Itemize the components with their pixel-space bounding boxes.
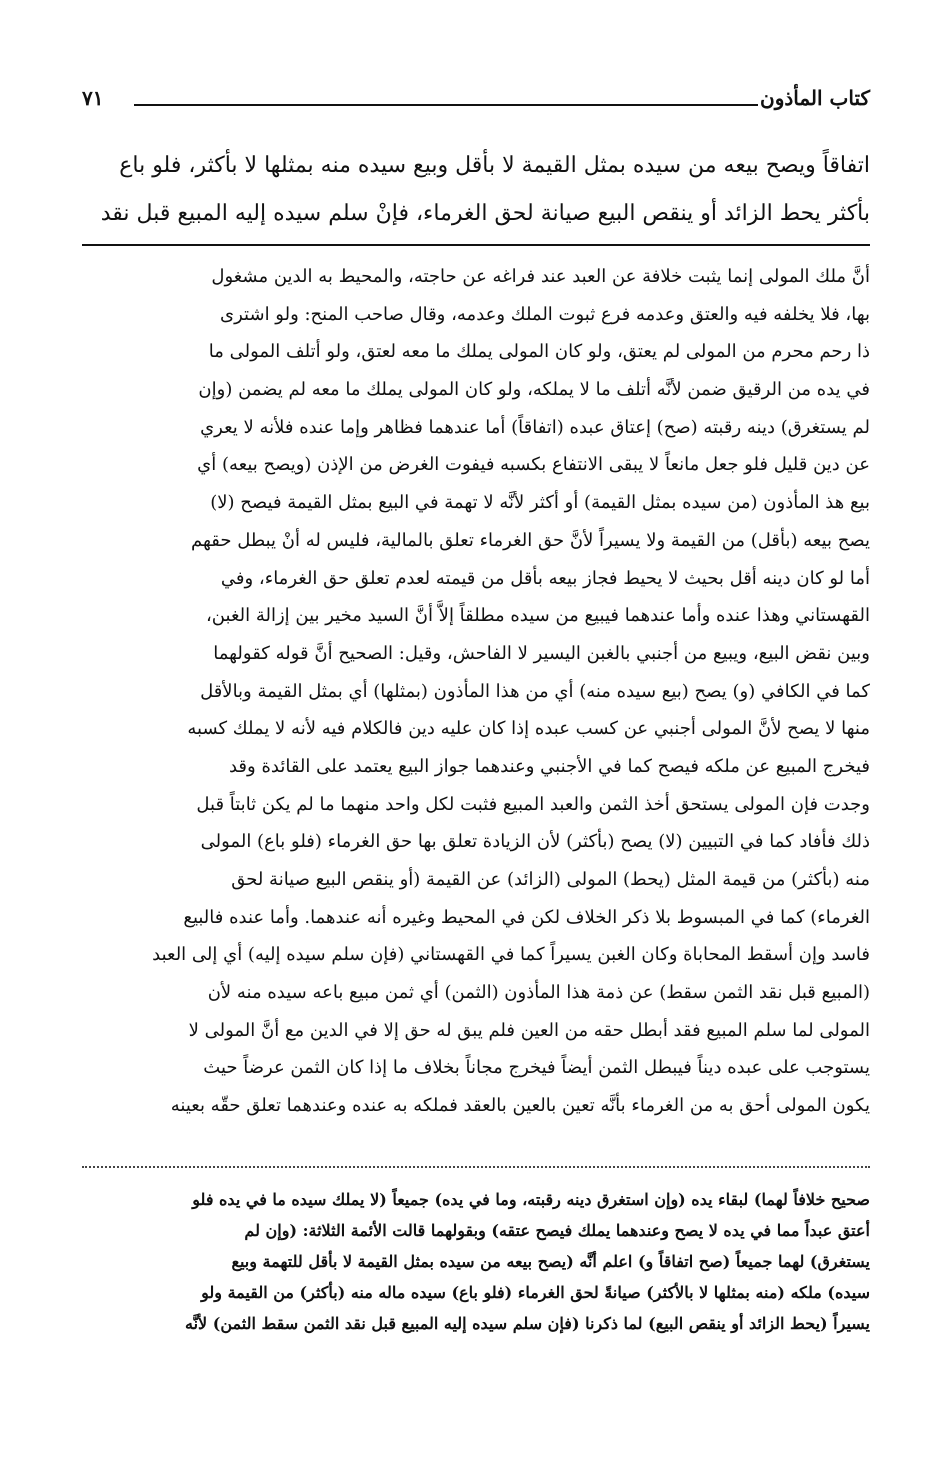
commentary-line: وبين نقض البيع، ويبيع من أجنبي بالغبن اليسير لا الفاحش، وقيل: الصحيح أنَّ قوله كقولهما bbox=[213, 642, 870, 664]
commentary-line: يصح بيعه (بأقل) من القيمة ولا يسيراً لأنَّ حق الغرماء تعلق بالمالية، فليس له أنْ يبطل حقهم bbox=[190, 529, 870, 551]
commentary-line: بيع هذ المأذون (من سيده بمثل القيمة) أو أكثر لأنَّه لا تهمة في البيع بمثل القيمة فيصح (لا) bbox=[210, 492, 870, 514]
commentary-line: المولى لما سلم المبيع فقد أبطل حقه من العين فلم يبق له حق إلا في الدين مع أنَّ المولى لا bbox=[188, 1019, 870, 1041]
commentary bbox=[82, 258, 870, 1125]
book-section-title: كتاب المأذون bbox=[760, 86, 870, 110]
main-text bbox=[82, 142, 870, 238]
header-rule bbox=[134, 104, 758, 106]
running-header bbox=[82, 82, 870, 122]
commentary-line: فاسد وإن أسقط المحاباة وكان الغبن يسيراً كما في القهستاني (فإن سلم سيده إليه) أي إلى العبد bbox=[152, 944, 870, 966]
main-text-line: بأكثر يحط الزائد أو ينقص البيع صيانة لحق الغرماء، فإنْ سلم سيده إليه المبيع قبل نقد bbox=[100, 201, 870, 226]
footnote-line: يسيراً (يحط الزائد أو ينقص البيع) لما ذكرنا (فإن سلم سيده إليه المبيع قبل نقد الثمن سقط الثمن) لأنَّه bbox=[185, 1314, 870, 1333]
page-number: ٧١ bbox=[82, 86, 104, 110]
commentary-line: عن دين قليل فلو جعل مانعاً لا يبقى الانتفاع بكسبه فيفوت الغرض من الإذن (ويصح بيعه) أي bbox=[197, 454, 870, 476]
commentary-line: في يده من الرقيق ضمن لأنَّه أتلف ما لا يملكه، ولو كان المولى يملك ما معه لم يضمن (وإن bbox=[198, 379, 870, 401]
commentary-line: منه (بأكثر) من قيمة المثل (يحط) المولى (الزائد) عن القيمة (أو ينقص البيع صيانة لحق bbox=[231, 869, 870, 890]
main-text-line: اتفاقاً ويصح بيعه من سيده بمثل القيمة لا بأقل وبيع سيده منه بمثلها لا بأكثر، فلو باع bbox=[119, 153, 870, 178]
footnote-line: صحيح خلافاً لهما) لبقاء يده (وإن استغرق دينه رقبته، وما في يده) جميعاً (لا يملك سيده ما في يده فلو bbox=[192, 1190, 870, 1209]
commentary-line: لم يستغرق) دينه رقبته (صح) إعتاق عبده (اتفاقاً) أما عندهما فظاهر وإما عنده فلأنه لا يعري bbox=[200, 416, 870, 438]
commentary-line: منها لا يصح لأنَّ المولى أجنبي عن كسب عبده إذا كان عليه دين فالكلام فيه لأنه لا يملك كسبه bbox=[187, 718, 870, 740]
commentary-line: يكون المولى أحق به من الغرماء بأنَّه تعين بالعين بالعقد فملكه به عنده وعندهما تعلق حقّه بعينه bbox=[170, 1095, 870, 1117]
footnote-line: أعتق عبداً مما في يده لا يصح وعندهما يملك فيصح عتقه) وبقولهما قالت الأئمة الثلاثة: (وإن لم bbox=[244, 1221, 870, 1240]
commentary-line: ذا رحم محرم من المولى لم يعتق، ولو كان المولى يملك ما معه لعتق، ولو أتلف المولى ما bbox=[208, 341, 870, 363]
commentary-line: فيخرج المبيع عن ملكه فيصح كما في الأجنبي وعندهما جواز البيع يعتمد على القائدة وقد bbox=[228, 755, 870, 777]
commentary-line: أنَّ ملك المولى إنما يثبت خلافة عن العبد عند فراغه عن حاجته، والمحيط به الدين مشغول bbox=[211, 266, 870, 287]
commentary-line: يستوجب على عبده ديناً فيبطل الثمن أيضاً فيخرج مجاناً بخلاف ما إذا كان الثمن عرضاً حيث bbox=[203, 1057, 870, 1079]
commentary-line: بها، فلا يخلفه فيه والعتق وعدمه فرع ثبوت الملك وعدمه، وقال صاحب المنح: ولو اشترى bbox=[220, 303, 870, 325]
commentary-line: القهستاني وهذا عنده وأما عندهما فيبيع من سيده مطلقاً إلاَّ أنَّ السيد مخير بين إزالة الغبن، bbox=[206, 605, 870, 627]
commentary-line: ذلك فأفاد كما في التبيين (لا) يصح (بأكثر) لأن الزيادة تعلق بها حق الغرماء (فلو باع) المولى bbox=[200, 831, 870, 853]
main-commentary-divider bbox=[82, 244, 870, 246]
footnote bbox=[82, 1184, 870, 1339]
footnote-divider bbox=[82, 1166, 870, 1168]
commentary-line: أما لو كان دينه أقل بحيث لا يحيط فجاز بيعه بأقل من قيمته لعدم تعلق حق الغرماء، وفي bbox=[220, 567, 870, 589]
footnote-line: يستغرق) لهما جميعاً (صح اتفاقاً و) اعلم أنَّه (يصح بيعه من سيده بمثل القيمة لا بأقل للتهمة وبيع bbox=[231, 1252, 870, 1271]
commentary-line: الغرماء) كما في المبسوط بلا ذكر الخلاف لكن في المحيط وغيره أنه عندهما. وأما عنده فالبيع bbox=[183, 906, 870, 928]
footnote-line: سيده) ملكه (منه بمثلها لا بالأكثر) صيانةً لحق الغرماء (فلو باع) سيده ماله منه (بأكثر) من القيمة ولو bbox=[201, 1283, 870, 1302]
commentary-line: (المبيع قبل نقد الثمن سقط) عن ذمة هذا المأذون (الثمن) أي ثمن مبيع باعه سيده منه لأن bbox=[207, 982, 870, 1004]
commentary-line: وجدت فإن المولى يستحق أخذ الثمن والعبد المبيع فثبت لكل واحد منهما ما لم يكن ثابتاً قبل bbox=[196, 793, 870, 815]
commentary-line: كما في الكافي (و) يصح (بيع سيده منه) أي من هذا المأذون (بمثلها) أي بمثل القيمة وبالأقل bbox=[200, 680, 870, 702]
